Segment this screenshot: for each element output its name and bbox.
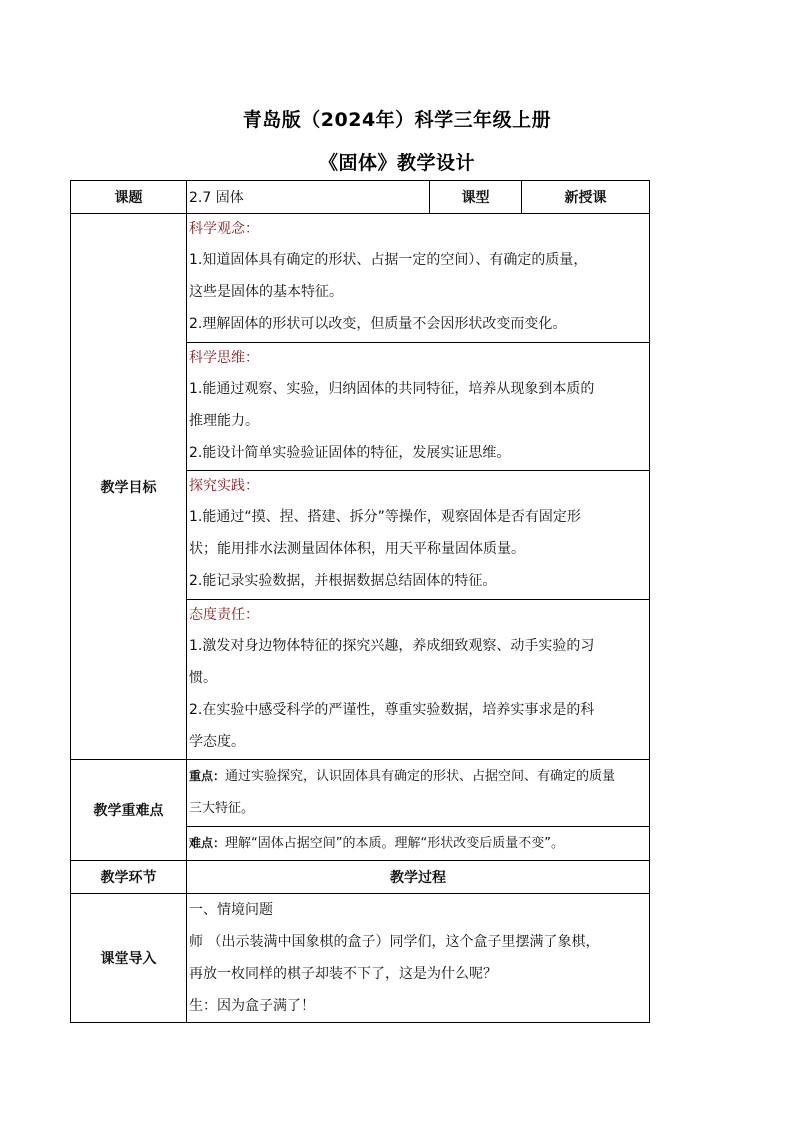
difficult-point-line xyxy=(189,827,647,860)
text-line: 状；能用排水法测量固体体积，用天平称量固体质量。 xyxy=(189,541,525,557)
difficult-point-tag: 难点： xyxy=(189,836,226,850)
key-point-line: 三大特征。 xyxy=(189,801,255,816)
stage-label: 教学环节 xyxy=(71,861,187,894)
text-line: 这些是固体的基本特征。 xyxy=(189,284,343,300)
key-point-cell xyxy=(187,760,650,827)
text-line: 1.知道固体具有确定的形状、占据一定的空间）、有确定的质量， xyxy=(189,252,588,268)
difficult-point-text: 理解“固体占据空间”的本质。理解“形状改变后质量不变”。 xyxy=(225,836,564,851)
objective-section xyxy=(187,343,650,471)
type-value: 新授课 xyxy=(522,181,650,214)
header-row xyxy=(71,181,650,214)
text-line: 推理能力。 xyxy=(189,413,259,429)
intro-cell xyxy=(187,894,650,1023)
difficult-point-cell xyxy=(187,827,650,861)
text-line: 惯。 xyxy=(189,670,217,686)
process-header-row xyxy=(71,861,650,894)
intro-label: 课堂导入 xyxy=(71,894,187,1023)
intro-row xyxy=(71,894,650,1023)
text-line: 1.能通过“摸、捏、搭建、拆分”等操作，观察固体是否有固定形 xyxy=(189,509,581,525)
objective-row-concept xyxy=(71,214,650,343)
key-point-tag: 重点： xyxy=(189,769,226,783)
objectives-label: 教学目标 xyxy=(71,214,187,760)
type-label: 课型 xyxy=(430,181,522,214)
section-heading: 科学思维： xyxy=(189,350,259,366)
section-heading: 态度责任： xyxy=(189,607,259,623)
document-title: 青岛版（2024年）科学三年级上册 xyxy=(242,109,552,131)
text-line: 再放一枚同样的棋子却装不下了，这是为什么呢？ xyxy=(189,966,497,982)
text-line: 1.激发对身边物体特征的探究兴趣，养成细致观察、动手实验的习 xyxy=(189,638,595,654)
text-line: 学态度。 xyxy=(189,734,245,750)
section-heading: 科学观念： xyxy=(189,221,259,237)
lesson-plan-table xyxy=(70,180,650,1023)
text-line: 一、情境问题 xyxy=(189,902,273,918)
objective-section xyxy=(187,600,650,760)
text-line: 2.在实验中感受科学的严谨性，尊重实验数据，培养实事求是的科 xyxy=(189,702,595,718)
key-point-line xyxy=(189,760,647,793)
objective-section xyxy=(187,471,650,600)
process-label: 教学过程 xyxy=(187,861,650,894)
topic-label: 课题 xyxy=(71,181,187,214)
key-point-row xyxy=(71,760,650,827)
text-line: 生：因为盒子满了！ xyxy=(189,998,315,1014)
text-line: 2.理解固体的形状可以改变，但质量不会因形状改变而变化。 xyxy=(189,316,567,332)
text-line: 2.能记录实验数据，并根据数据总结固体的特征。 xyxy=(189,573,497,589)
text-line: 2.能设计简单实验验证固体的特征，发展实证思维。 xyxy=(189,445,511,461)
text-line: 1.能通过观察、实验，归纳固体的共同特征，培养从现象到本质的 xyxy=(189,381,595,397)
objective-section xyxy=(187,214,650,343)
document-subtitle: 《固体》教学设计 xyxy=(318,152,475,174)
text-line: 师 （出示装满中国象棋的盒子）同学们，这个盒子里摆满了象棋， xyxy=(189,934,600,950)
key-point-text: 通过实验探究，认识固体具有确定的形状、占据空间、有确定的质量 xyxy=(225,769,616,784)
section-heading: 探究实践： xyxy=(189,478,259,494)
key-difficult-label: 教学重难点 xyxy=(71,760,187,861)
topic-value: 2.7 固体 xyxy=(187,181,430,214)
